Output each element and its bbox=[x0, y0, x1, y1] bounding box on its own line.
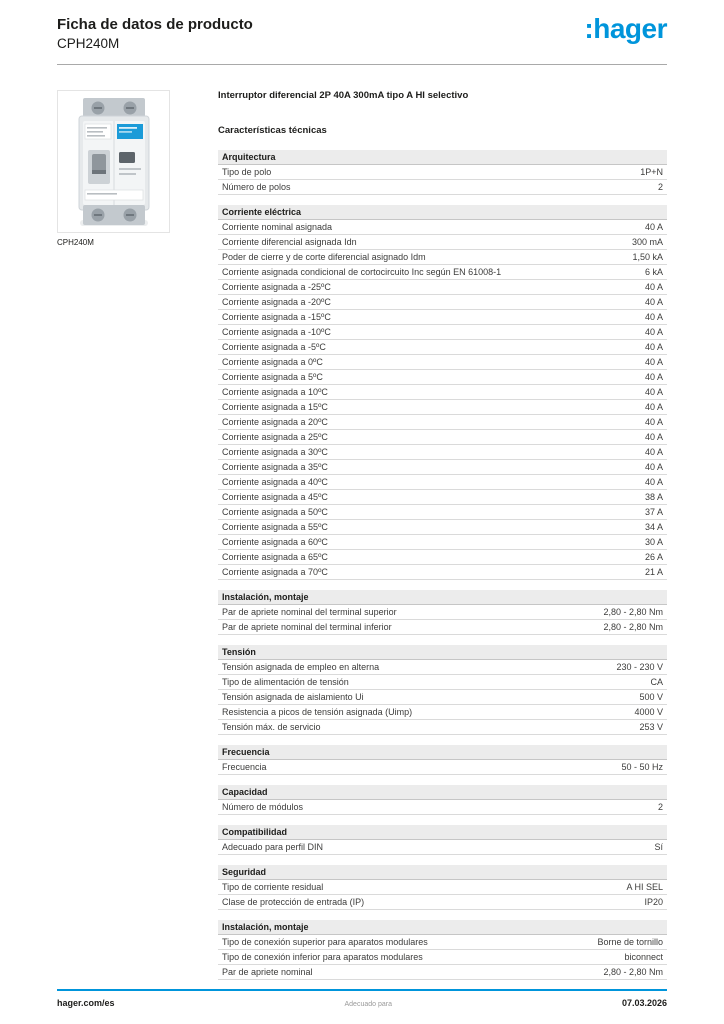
spec-value: A HI SEL bbox=[626, 882, 663, 892]
spec-row bbox=[218, 430, 667, 445]
spec-row bbox=[218, 475, 667, 490]
spec-label: Frecuencia bbox=[222, 762, 267, 772]
spec-row bbox=[218, 550, 667, 565]
spec-row bbox=[218, 165, 667, 180]
spec-label: Corriente asignada a 35ºC bbox=[222, 462, 328, 472]
spec-value: 21 A bbox=[644, 567, 663, 577]
page-title: Ficha de datos de producto bbox=[57, 16, 253, 33]
spec-value: Borne de tornillo bbox=[597, 937, 663, 947]
spec-label: Par de apriete nominal del terminal superior bbox=[222, 607, 397, 617]
spec-label: Corriente asignada a 45ºC bbox=[222, 492, 328, 502]
spec-row bbox=[218, 385, 667, 400]
spec-value: 300 mA bbox=[631, 237, 663, 247]
section-header: Arquitectura bbox=[218, 150, 667, 165]
spec-label: Corriente asignada a 0ºC bbox=[222, 357, 323, 367]
spec-label: Tipo de conexión superior para aparatos modulares bbox=[222, 937, 428, 947]
spec-value: 40 A bbox=[644, 387, 663, 397]
spec-value: 40 A bbox=[644, 297, 663, 307]
product-photo bbox=[57, 90, 170, 233]
spec-label: Adecuado para perfil DIN bbox=[222, 842, 324, 852]
spec-label: Corriente asignada a 60ºC bbox=[222, 537, 328, 547]
product-code: CPH240M bbox=[57, 36, 120, 51]
spec-column bbox=[218, 90, 667, 980]
spec-value: 230 - 230 V bbox=[616, 662, 663, 672]
spec-label: Corriente asignada a 70ºC bbox=[222, 567, 328, 577]
spec-row bbox=[218, 340, 667, 355]
spec-row bbox=[218, 880, 667, 895]
spec-label: Par de apriete nominal del terminal inferior bbox=[222, 622, 392, 632]
footer-center-text: Adecuado para bbox=[344, 1001, 392, 1008]
spec-value: 2 bbox=[657, 802, 663, 812]
spec-row bbox=[218, 660, 667, 675]
spec-value: 30 A bbox=[644, 537, 663, 547]
product-image-caption: CPH240M bbox=[57, 238, 94, 247]
spec-row bbox=[218, 220, 667, 235]
section-header: Seguridad bbox=[218, 865, 667, 880]
spec-label: Corriente asignada a -20ºC bbox=[222, 297, 331, 307]
spec-value: 40 A bbox=[644, 282, 663, 292]
spec-row bbox=[218, 180, 667, 195]
spec-row bbox=[218, 690, 667, 705]
spec-label: Par de apriete nominal bbox=[222, 967, 313, 977]
spec-row bbox=[218, 675, 667, 690]
spec-label: Tensión asignada de aislamiento Ui bbox=[222, 692, 364, 702]
page-header bbox=[0, 0, 724, 52]
spec-label: Tensión asignada de empleo en alterna bbox=[222, 662, 380, 672]
footer-date: 07.03.2026 bbox=[621, 998, 667, 1008]
spec-row bbox=[218, 250, 667, 265]
spec-row bbox=[218, 720, 667, 735]
spec-label: Corriente asignada a 50ºC bbox=[222, 507, 328, 517]
spec-value: 40 A bbox=[644, 222, 663, 232]
spec-label: Número de polos bbox=[222, 182, 291, 192]
spec-row bbox=[218, 325, 667, 340]
spec-value: 40 A bbox=[644, 477, 663, 487]
spec-label: Tipo de corriente residual bbox=[222, 882, 324, 892]
page-footer bbox=[0, 989, 724, 1008]
spec-value: biconnect bbox=[624, 952, 663, 962]
spec-value: IP20 bbox=[644, 897, 663, 907]
header-text-block bbox=[57, 16, 253, 52]
spec-label: Corriente diferencial asignada Idn bbox=[222, 237, 357, 247]
spec-row bbox=[218, 295, 667, 310]
spec-value: 4000 V bbox=[634, 707, 663, 717]
spec-value: 1,50 kA bbox=[632, 252, 663, 262]
spec-value: 253 V bbox=[639, 722, 663, 732]
spec-value: 40 A bbox=[644, 462, 663, 472]
spec-value: 40 A bbox=[644, 327, 663, 337]
spec-row bbox=[218, 280, 667, 295]
spec-label: Número de módulos bbox=[222, 802, 304, 812]
spec-value: 50 - 50 Hz bbox=[621, 762, 663, 772]
spec-row bbox=[218, 370, 667, 385]
spec-value: CA bbox=[650, 677, 663, 687]
spec-value: 40 A bbox=[644, 417, 663, 427]
spec-label: Corriente asignada a 30ºC bbox=[222, 447, 328, 457]
spec-label: Tipo de alimentación de tensión bbox=[222, 677, 349, 687]
spec-value: 40 A bbox=[644, 312, 663, 322]
spec-row bbox=[218, 565, 667, 580]
spec-value: 500 V bbox=[639, 692, 663, 702]
spec-sections bbox=[218, 150, 667, 980]
spec-value: 38 A bbox=[644, 492, 663, 502]
spec-label: Clase de protección de entrada (IP) bbox=[222, 897, 365, 907]
spec-row bbox=[218, 605, 667, 620]
section-header: Capacidad bbox=[218, 785, 667, 800]
spec-row bbox=[218, 840, 667, 855]
footer-website: hager.com/es bbox=[57, 998, 115, 1008]
spec-value: 40 A bbox=[644, 447, 663, 457]
section-header: Compatibilidad bbox=[218, 825, 667, 840]
spec-value: 40 A bbox=[644, 342, 663, 352]
spec-row bbox=[218, 705, 667, 720]
spec-value: Sí bbox=[654, 842, 663, 852]
footer-row bbox=[57, 998, 667, 1008]
spec-value: 34 A bbox=[644, 522, 663, 532]
spec-label: Corriente asignada a 25ºC bbox=[222, 432, 328, 442]
spec-row bbox=[218, 800, 667, 815]
left-column bbox=[57, 90, 170, 980]
spec-row bbox=[218, 460, 667, 475]
spec-label: Corriente asignada a 15ºC bbox=[222, 402, 328, 412]
product-title: Interruptor diferencial 2P 40A 300mA tipo A HI selectivo bbox=[218, 90, 469, 101]
spec-row bbox=[218, 310, 667, 325]
footer-divider bbox=[57, 989, 667, 991]
spec-label: Resistencia a picos de tensión asignada (Uimp) bbox=[222, 707, 413, 717]
spec-value: 40 A bbox=[644, 372, 663, 382]
section-header: Tensión bbox=[218, 645, 667, 660]
spec-value: 2,80 - 2,80 Nm bbox=[603, 622, 663, 632]
spec-row bbox=[218, 935, 667, 950]
spec-row bbox=[218, 950, 667, 965]
spec-value: 2,80 - 2,80 Nm bbox=[603, 607, 663, 617]
spec-label: Tensión máx. de servicio bbox=[222, 722, 321, 732]
spec-row bbox=[218, 895, 667, 910]
spec-row bbox=[218, 415, 667, 430]
spec-value: 40 A bbox=[644, 357, 663, 367]
spec-label: Corriente asignada a 5ºC bbox=[222, 372, 323, 382]
spec-label: Corriente asignada condicional de cortocircuito Inc según EN 61008-1 bbox=[222, 267, 502, 277]
spec-row bbox=[218, 505, 667, 520]
spec-row bbox=[218, 620, 667, 635]
spec-label: Corriente nominal asignada bbox=[222, 222, 333, 232]
spec-label: Corriente asignada a 65ºC bbox=[222, 552, 328, 562]
spec-label: Corriente asignada a -5ºC bbox=[222, 342, 326, 352]
spec-row bbox=[218, 760, 667, 775]
spec-row bbox=[218, 265, 667, 280]
hager-logo: :hager bbox=[584, 13, 667, 44]
spec-value: 2 bbox=[657, 182, 663, 192]
spec-value: 26 A bbox=[644, 552, 663, 562]
section-header: Frecuencia bbox=[218, 745, 667, 760]
spec-row bbox=[218, 535, 667, 550]
spec-label: Corriente asignada a 20ºC bbox=[222, 417, 328, 427]
spec-row bbox=[218, 490, 667, 505]
spec-value: 37 A bbox=[644, 507, 663, 517]
spec-label: Tipo de conexión inferior para aparatos modulares bbox=[222, 952, 423, 962]
spec-row bbox=[218, 445, 667, 460]
spec-row bbox=[218, 965, 667, 980]
spec-label: Corriente asignada a -10ºC bbox=[222, 327, 331, 337]
spec-label: Corriente asignada a 40ºC bbox=[222, 477, 328, 487]
spec-row bbox=[218, 235, 667, 250]
section-header: Instalación, montaje bbox=[218, 590, 667, 605]
section-header: Corriente eléctrica bbox=[218, 205, 667, 220]
spec-value: 1P+N bbox=[640, 167, 663, 177]
spec-value: 2,80 - 2,80 Nm bbox=[603, 967, 663, 977]
spec-label: Corriente asignada a 10ºC bbox=[222, 387, 328, 397]
spec-label: Tipo de polo bbox=[222, 167, 272, 177]
section-header: Instalación, montaje bbox=[218, 920, 667, 935]
spec-label: Corriente asignada a 55ºC bbox=[222, 522, 328, 532]
spec-value: 40 A bbox=[644, 402, 663, 412]
spec-row bbox=[218, 400, 667, 415]
spec-label: Corriente asignada a -15ºC bbox=[222, 312, 331, 322]
spec-row bbox=[218, 355, 667, 370]
spec-value: 6 kA bbox=[644, 267, 663, 277]
spec-row bbox=[218, 520, 667, 535]
spec-label: Poder de cierre y de corte diferencial asignado Idm bbox=[222, 252, 426, 262]
spec-value: 40 A bbox=[644, 432, 663, 442]
tech-characteristics-heading: Características técnicas bbox=[218, 125, 327, 136]
content-area bbox=[0, 65, 724, 980]
spec-label: Corriente asignada a -25ºC bbox=[222, 282, 331, 292]
circuit-breaker-illustration bbox=[58, 91, 169, 232]
